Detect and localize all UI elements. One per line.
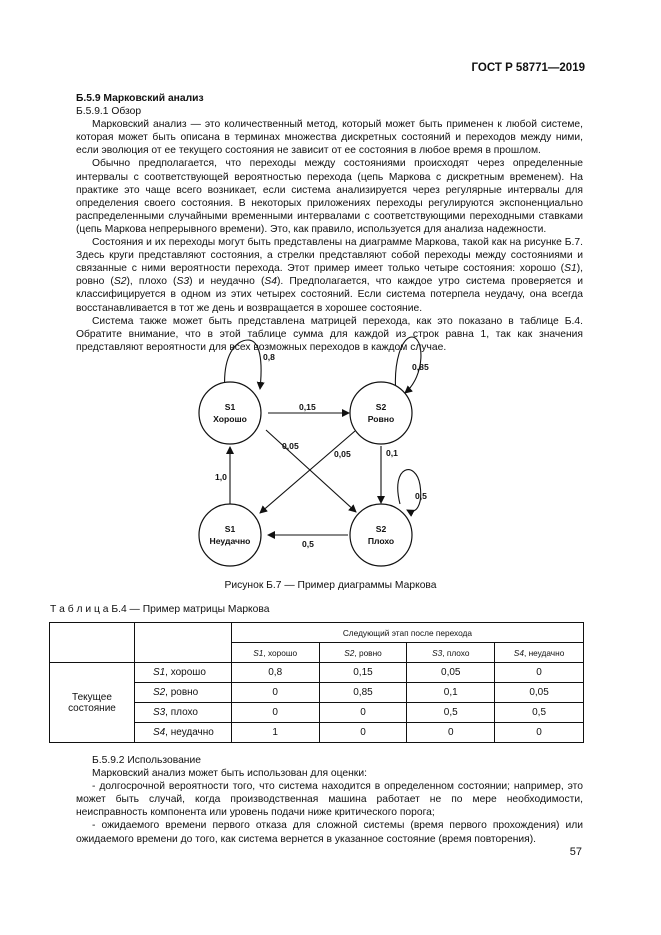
label-loop-poor: 0,5	[415, 491, 427, 501]
state-fair-id: S2	[375, 402, 387, 412]
markov-diagram	[190, 335, 440, 575]
cell: 0	[495, 723, 584, 743]
col-header: S3, плохо	[407, 643, 495, 663]
page-number: 57	[569, 846, 582, 858]
paragraph-4: Система также может быть представлена матрицей перехода, как это показано в таблице Б.4. Обратите внимание, что в этой таблице сумма для каждой из строк равна 1, так как значения представляют вероятности для всех возможных переходов в каждом случае.	[76, 315, 583, 353]
corner-cell-2	[134, 623, 231, 663]
paragraph-3: Состояния и их переходы могут быть представлены на диаграмме Маркова, такой как на рисунке Б.7. Здесь круги представляют состояния, а стрелки представляют собой переходы между состояниями и связанные с ними вероятности перехода. Этот пример имеет только четыре состояния: хорошо (S1), ровно (S2), плохо (S3) и неудачно (S4). Предполагается, что каждое утро система проверяется и классифицируется в одном из этих четырех состояний. Если система потерпела неудачу, она всегда восстанавливается в тот же день и возвращается в хорошее состояние.	[76, 237, 583, 314]
section-body	[76, 92, 583, 354]
cell: 0	[231, 703, 319, 723]
paragraph-1: Марковский анализ — это количественный метод, который может быть применен к любой системе, которая может быть описана в терминах множества дискретных состояний и переходов между ними, если эволюция от ее текущего состояния не зависит от ее состояния в любое время в прошлом.	[76, 119, 583, 157]
state-fair	[350, 382, 412, 444]
cell: 0,05	[495, 683, 584, 703]
label-good-poor: 0,05	[282, 441, 299, 451]
label-fair-poor: 0,1	[386, 448, 398, 458]
state-good-id: S1	[224, 402, 236, 412]
state-good	[199, 382, 261, 444]
row-label: S1, хорошо	[134, 663, 231, 683]
edge-fair-failed	[260, 431, 355, 513]
cell: 0,15	[319, 663, 407, 683]
label-failed-good: 1,0	[215, 472, 227, 482]
group-header: Следующий этап после перехода	[231, 623, 583, 643]
cell: 0	[319, 703, 407, 723]
cell: 0	[231, 683, 319, 703]
state-failed-label: Неудачно	[209, 536, 251, 546]
label-fair-failed: 0,05	[334, 449, 351, 459]
markov-matrix-table	[49, 622, 584, 743]
corner-cell	[50, 623, 135, 663]
state-good-label: Хорошо	[213, 414, 247, 424]
cell: 1	[231, 723, 319, 743]
cell: 0	[495, 663, 584, 683]
cell: 0	[407, 723, 495, 743]
usage-line: Марковский анализ может быть использован для оценки:	[92, 768, 367, 780]
state-poor	[350, 504, 412, 566]
label-loop-good: 0,8	[263, 352, 275, 362]
row-label: S4, неудачно	[134, 723, 231, 743]
state-failed	[199, 504, 261, 566]
cell: 0	[319, 723, 407, 743]
state-poor-id: S2	[375, 524, 387, 534]
subsection-title: Б.5.9.1 Обзор	[76, 106, 142, 118]
usage-title: Б.5.9.2 Использование	[92, 755, 201, 766]
paragraph-2: Обычно предполагается, что переходы между состояниями происходят через определенные интервалы с соответствующей вероятностью перехода (цепь Маркова с дискретным временем). На практике это чаще всего возникает, если система анализируется через регулярные интервалы для определения своего состояния. В некоторых приложениях переходы регулируются экспоненциально распределенными случайными временными интервалами с соответствующими переходными ставками (цепь Маркова непрерывного времени). Это, как правило, используется для анализа надежности.	[76, 158, 583, 235]
usage-line: - долгосрочной вероятности того, что система находится в определенном состоянии; например, это может быть случай, когда производственная машина работает не по мере необходимости, неисправность компонента или уровень подачи ниже критического порога;	[76, 781, 583, 819]
table-caption: Т а б л и ц а Б.4 — Пример матрицы Маркова	[50, 604, 270, 615]
section-title: Б.5.9 Марковский анализ	[76, 93, 204, 104]
row-label: S3, плохо	[134, 703, 231, 723]
label-good-fair: 0,15	[299, 402, 316, 412]
cell: 0,8	[231, 663, 319, 683]
state-poor-label: Плохо	[367, 536, 395, 546]
cell: 0,85	[319, 683, 407, 703]
usage-line: - ожидаемого времени первого отказа для сложной системы (время первого прохождения) или ожидаемого времени до того, как система вернется в указанное состояние (время повторения).	[76, 820, 583, 845]
row-label: S2, ровно	[134, 683, 231, 703]
cell: 0,5	[495, 703, 584, 723]
row-group-label: Текущее состояние	[50, 663, 135, 743]
cell: 0,5	[407, 703, 495, 723]
col-header: S4, неудачно	[495, 643, 584, 663]
cell: 0,1	[407, 683, 495, 703]
figure-caption: Рисунок Б.7 — Пример диаграммы Маркова	[224, 580, 437, 591]
state-failed-id: S1	[224, 524, 236, 534]
col-header: S2, ровно	[319, 643, 407, 663]
label-poor-failed: 0,5	[302, 539, 314, 549]
cell: 0,05	[407, 663, 495, 683]
table-row	[50, 663, 584, 683]
usage-section	[76, 754, 583, 846]
document-header: ГОСТ Р 58771—2019	[471, 62, 585, 74]
state-fair-label: Ровно	[367, 414, 395, 424]
col-header: S1, хорошо	[231, 643, 319, 663]
label-loop-fair: 0,85	[412, 362, 429, 372]
